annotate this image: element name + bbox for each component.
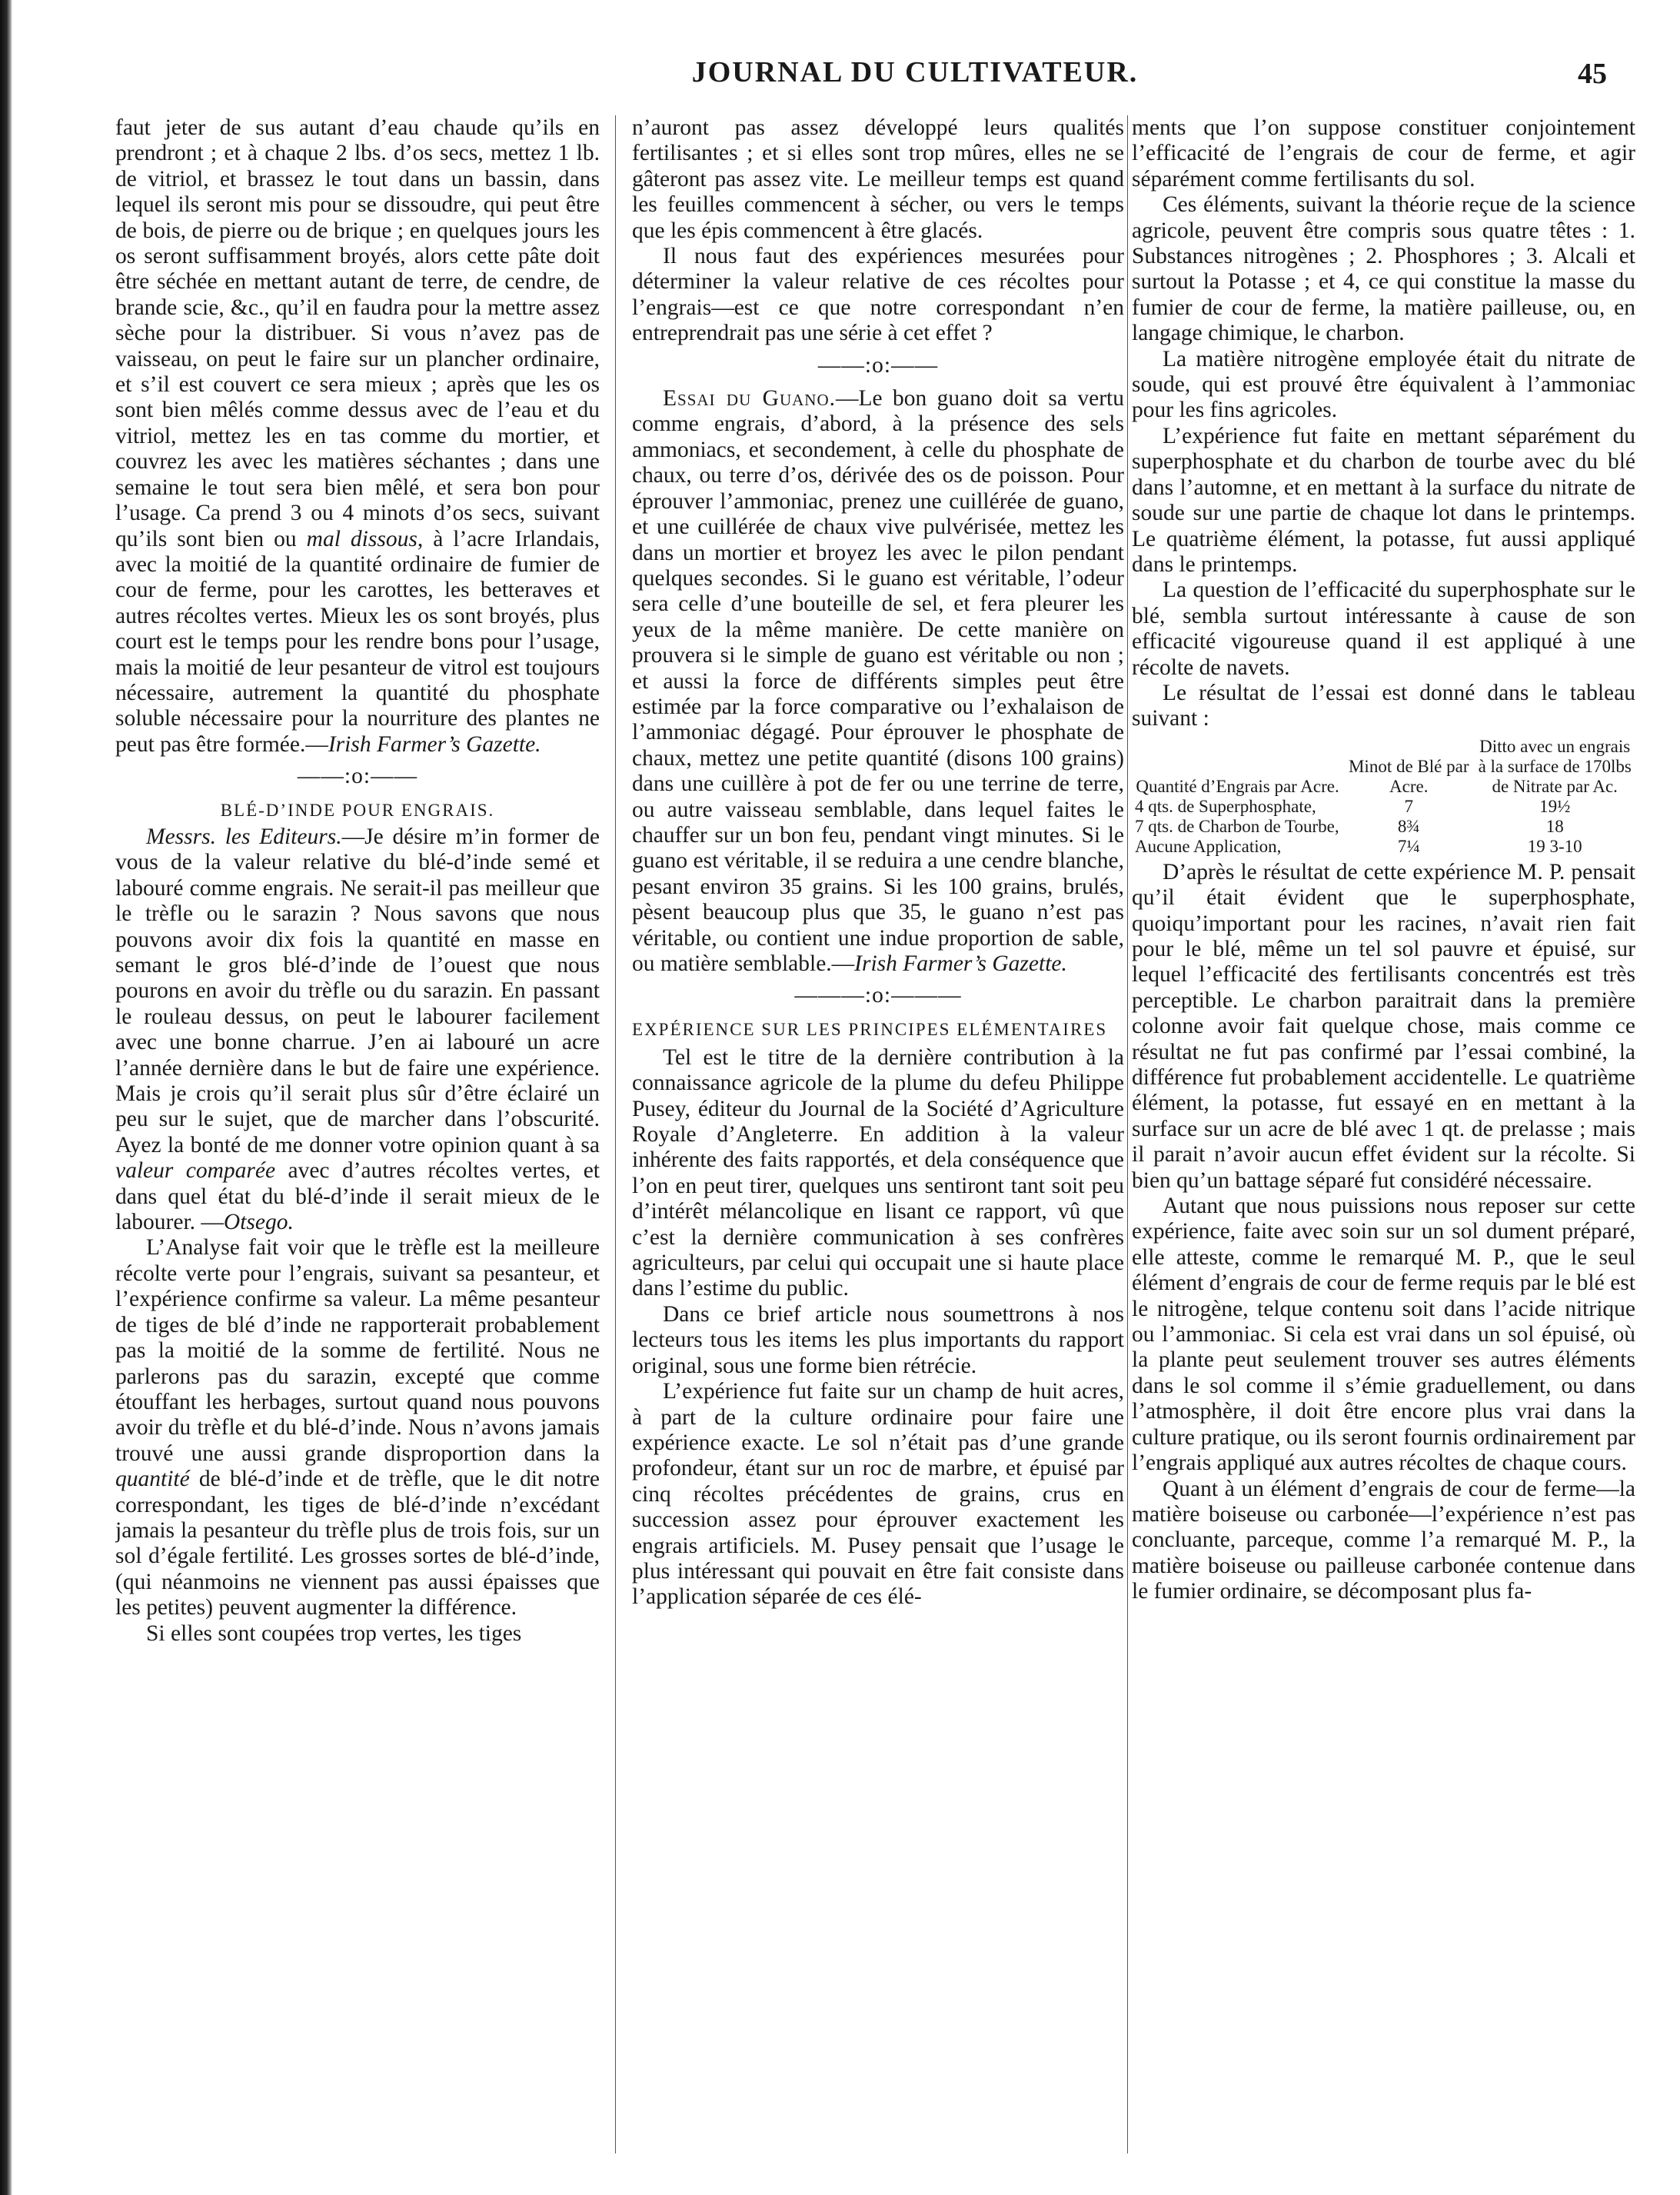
paragraph: L’expérience fut faite en mettant séparément du superphosphate et du charbon de tourbe avec du blé dans l’automne, et en mettant à la surface du nitrate de soude sur une partie de chaque lot dans le printemps. Le quatrième élément, la potasse, fut aussi appliqué dans le printemps. bbox=[1132, 423, 1635, 577]
table-cell: 19½ bbox=[1539, 796, 1571, 816]
paragraph: ments que l’on suppose constituer conjointement l’efficacité de l’engrais de cour de ferme, et agir séparément comme fertilisants du sol. bbox=[1132, 115, 1635, 192]
text-run: avec d’autres récoltes vertes, et dans quel état du blé-d’inde il serait mieux de le labourer. — bbox=[115, 1158, 600, 1235]
italic-text: valeur comparée bbox=[115, 1158, 276, 1184]
paragraph: Quant à un élément d’engrais de cour de ferme—la matière boiseuse ou carbonée—l’expérience n’est pas concluante, parceque, comme l’a remarqué M. P., la matière boiseuse ou pailleuse carbonée contenue dans le fumier ordinaire, se décomposant plus fa- bbox=[1132, 1476, 1635, 1604]
table-header: Minot de Blé par Acre. bbox=[1348, 756, 1469, 796]
italic-text: quantité bbox=[115, 1467, 190, 1492]
table-header-row bbox=[1132, 737, 1635, 797]
paragraph bbox=[115, 1235, 600, 1620]
letter-signature: Otsego. bbox=[223, 1210, 294, 1235]
table-cell: 19 3-10 bbox=[1527, 836, 1582, 856]
table-cell: 7¼ bbox=[1397, 836, 1420, 856]
book-spine-edge bbox=[0, 0, 12, 2195]
paragraph: Autant que nous puissions nous reposer sur cette expérience, faite avec soin sur un sol dument préparé, elle atteste, comme le remarqué M. P., que le seul élément d’engrais de cour de ferme requis par le blé est le nitrogène, telque contenu soit dans l’acide nitrique ou l’ammoniac. Si cela est vrai dans un sol épuisé, où la plante peut seulement trouver ses autres éléments dans le sol comme il s’émie graduellement, ou dans l’atmosphère, il doit être encore plus vrai dans la culture pratique, ou ils seront fournis ordinairement par l’engrais appliqué aux autres récoltes de chaque cours. bbox=[1132, 1194, 1635, 1476]
text-run: de blé-d’inde et de trèfle, que le dit notre correspondant, les tiges de blé-d’inde n’excédant jamais la pesanteur du trèfle plus de trois fois, sur un sol d’égale fertilité. Les grosses sortes de blé-d’inde, (qui néanmoins ne viennent pas aussi épaisses que les petites) peuvent augmenter la différence. bbox=[115, 1467, 600, 1620]
table-cell: 7 bbox=[1404, 796, 1413, 816]
column-rule-2 bbox=[1127, 115, 1128, 2153]
letter-paragraph bbox=[115, 824, 600, 1236]
section-separator: ———:o:——— bbox=[794, 983, 962, 1008]
text-run: —Le bon guano doit sa vertu comme engrais, d’abord, à la présence des sels ammoniacs, et secondement, à celle du phosphate de chaux, ou terre d’os, dérivée des os de poisson. Pour éprouver l’ammoniac, prenez une cuillérée de guano, et une cuillérée de chaux vive pulvérisée, mettez les dans un mortier et broyez les avec le pilon pendant quelques secondes. Si le guano est véritable, l’odeur sera celle d’une bouteille de sel, et fera pleurer les yeux de la même manière. De cette manière on prouvera si le simple de guano est véritable ou non ; et aussi la force de différents simples peut être estimée par la force comparative ou l’exhalaison de l’ammoniac dégagé. Pour éprouver le phosphate de chaux, mettez une petite quantité (disons 100 grains) dans une cuillère à pot de fer ou une terrine de terre, ou autre vaisseau semblable, dans lequel faites le chauffer sur un bon feu, pendant vingt minutes. Si le guano est véritable, il se reduira a une cendre blanche, pesant environ 35 grains. Si les 100 grains, brulés, pèsent beaucoup plus que 35, le guano n’est pas véritable, ou contient une indue proportion de sable, ou matière semblable.— bbox=[632, 386, 1124, 976]
paragraph: Le résultat de l’essai est donné dans le tableau suivant : bbox=[1132, 680, 1635, 731]
paragraph: n’auront pas assez développé leurs qualités fertilisantes ; et si elles sont trop mûres, elles ne se gâteront pas assez vite. Le meilleur temps est quand les feuilles commencent à sécher, ou vers le temps que les épis commencent à être glacés. bbox=[632, 115, 1124, 243]
text-run: , à l’acre Irlandais, avec la moitié de la quantité ordinaire de fumier de cour de ferme, pour les carottes, les betteraves et autres récoltes vertes. Mieux les os sont broyés, plus court est le temps pour les rendre bons pour l’usage, mais la moitié de leur pesanteur de vitrol est toujours nécessaire, autrement la quantité du phosphate soluble nécessaire pour la nourriture des plantes ne peut pas être formée.— bbox=[115, 526, 600, 757]
table-row bbox=[1132, 817, 1635, 837]
paragraph: Dans ce brief article nous soumettrons à nos lecteurs tous les items les plus importants du rapport original, sous une forme bien rétrécie. bbox=[632, 1301, 1124, 1378]
table-header: Ditto avec un engrais à la surface de 170lbs de Nitrate par Ac. bbox=[1478, 736, 1632, 796]
paragraph: D’après le résultat de cette expérience M. P. pensait qu’il était évident que le superphosphate, quoiqu’important pour les racines, n’avait rien fait pour le blé, même un tel sol pauvre et épuisé, sur lequel l’efficacité des fertilisants concentrés est très perceptible. Le charbon paraitrait dans la première colonne avoir fait quelque chose, mais comme ce résultat ne fut pas confirmé par l’essai combiné, la différence fut probablement accidentelle. Le quatrième élément, la potasse, fut essayé en en mettant à la surface sur un acre de blé avec 1 qt. de prelasse ; mais il parait n’avoir aucun effet évident sur la récolte. Si bien qu’un battage séparé fut considéré nécessaire. bbox=[1132, 859, 1635, 1193]
article-run-in-title: Essai du Guano. bbox=[663, 386, 836, 411]
table-cell: 7 qts. de Charbon de Tourbe, bbox=[1135, 816, 1339, 836]
text-run: —Je désire m’in former de vous de la valeur relative du blé-d’inde semé et labouré comme engrais. Ne serait-il pas meilleur que le trèfle ou le sarazin ? Nous savons que nous pouvons avoir dix fois la quantité en masse en semant le gros blé-d’inde de l’ouest que nous pourons en avoir du trèfle ou du sarazin. En passant le rouleau dessus, on peut le labourer facilement avec une bonne charrue. J’en ai labouré un acre l’année dernière dans le but de faire une expérience. Mais je crois qu’il serait plus sûr d’être éclairé un peu sur le sujet, que de marcher dans l’obscurité. Ayez la bonté de me donner votre opinion quant à sa bbox=[115, 824, 600, 1157]
section-separator: ——:o:—— bbox=[297, 764, 418, 789]
paragraph bbox=[632, 386, 1124, 977]
column-3 bbox=[1132, 115, 1635, 2177]
paragraph bbox=[115, 115, 600, 758]
article-heading: BLÉ-D’INDE POUR ENGRAIS. bbox=[220, 800, 495, 820]
italic-text: mal dissous bbox=[306, 526, 418, 551]
table-row bbox=[1132, 797, 1635, 817]
paragraph: La matière nitrogène employée était du nitrate de soude, qui est prouvé être équivalent à l’ammoniac pour les fins agricoles. bbox=[1132, 346, 1635, 423]
running-title: JOURNAL DU CULTIVATEUR. bbox=[691, 56, 1139, 88]
page-header bbox=[115, 55, 1615, 105]
letter-salutation: Messrs. les Editeurs. bbox=[146, 824, 342, 849]
section-separator: ——:o:—— bbox=[817, 352, 939, 378]
results-table bbox=[1132, 737, 1635, 857]
column-1 bbox=[115, 115, 600, 2177]
paragraph: Tel est le titre de la dernière contribution à la connaissance agricole de la plume du defeu Philippe Pusey, éditeur du Journal de la Société d’Agriculture Royale d’Angleterre. En addition à la valeur inhérente des faits rapportés, et dela conséquence que l’on en peut tirer, quelques uns sentiront tant soit peu d’intérêt mélancolique en lisant ce rapport, vû que c’est la dernière communication à ses confrères agriculteurs, par celui qui occupait une si haute place dans l’estime du public. bbox=[632, 1044, 1124, 1301]
text-run: L’Analyse fait voir que le trèfle est la meilleure récolte verte pour l’engrais, suivant sa pesanteur, et l’expérience confirme sa valeur. La même pesanteur de tiges de blé d’inde ne rapporterait probablement pas la moitié de la somme de fertilité. Nous ne parlerons pas du sarazin, excepté que comme étouffant les herbages, surtout quand nous pouvons avoir du trèfle et du blé-d’inde. Nous n’avons jamais trouvé une aussi grande disproportion dans la bbox=[115, 1235, 600, 1466]
table-cell: 4 qts. de Superphosphate, bbox=[1135, 796, 1316, 816]
source-citation: Irish Farmer’s Gazette. bbox=[854, 951, 1067, 976]
table-cell: 8¾ bbox=[1397, 816, 1420, 836]
text-run: faut jeter de sus autant d’eau chaude qu’ils en prendront ; et à chaque 2 lbs. d’os secs, mettez 1 lb. de vitriol, et brassez le tout dans un bassin, dans lequel ils seront mis pour se dissoudre, qui peut être de bois, de pierre ou de brique ; en quelques jours les os seront suffisamment broyés, alors cette pâte doit être séchée en mettant autant de terre, de cendre, de brande scie, &c., qu’il en faudra pour la mettre assez sèche pour la distribuer. Si vous n’avez pas de vaisseau, on peut le faire sur un plancher ordinaire, et s’il est couvert ce sera mieux ; après que les os sont bien mêlés comme dessus avec de l’eau et du vitriol, mettez les en tas comme du mortier, et couvrez les avec les matières séchantes ; dans une semaine le tout sera bien mêlé, et sera bon pour l’usage. Ca prend 3 ou 4 minots d’os secs, suivant qu’ils sont bien ou bbox=[115, 115, 600, 551]
paragraph: Ces éléments, suivant la théorie reçue de la science agricole, peuvent être compris sous quatre têtes : 1. Substances nitrogènes ; 2. Phosphores ; 3. Alcali et surtout la Potasse ; et 4, ce qui constitue la masse du fumier de cour de ferme, la matière pailleuse, ou, en langage chimique, le charbon. bbox=[1132, 192, 1635, 346]
paragraph: La question de l’efficacité du superphosphate sur le blé, sembla surtout intéressante à cause de son efficacité vigoureuse quand il est appliqué à une récolte de navets. bbox=[1132, 578, 1635, 680]
table-header: Quantité d’Engrais par Acre. bbox=[1136, 776, 1339, 796]
table-cell: Aucune Application, bbox=[1135, 836, 1282, 856]
paragraph: L’expérience fut faite sur un champ de huit acres, à part de la culture ordinaire pour faire une expérience exacte. Le sol n’était pas d’une grande profondeur, étant sur un roc de marbre, et épuisé par cinq récoltes précédentes de grains, crus en succession assez pour éprouver exactement les engrais artificiels. M. Pusey pensait que l’usage le plus intéressant qui pouvait en être fait consiste dans l’application séparée de ces élé- bbox=[632, 1379, 1124, 1610]
table-row bbox=[1132, 837, 1635, 857]
column-2 bbox=[632, 115, 1124, 2177]
paragraph: Il nous faut des expériences mesurées pour déterminer la valeur relative de ces récoltes pour l’engrais—est ce que notre correspondant n’en entreprendrait pas une série à cet effet ? bbox=[632, 244, 1124, 346]
paragraph: Si elles sont coupées trop vertes, les tiges bbox=[146, 1620, 522, 1646]
page-number: 45 bbox=[1578, 58, 1607, 90]
table-cell: 18 bbox=[1545, 816, 1564, 836]
column-rule-1 bbox=[615, 115, 616, 2153]
source-citation: Irish Farmer’s Gazette. bbox=[328, 731, 541, 757]
article-heading: EXPÉRIENCE SUR LES PRINCIPES ELÉMENTAIRES bbox=[632, 1019, 1108, 1039]
